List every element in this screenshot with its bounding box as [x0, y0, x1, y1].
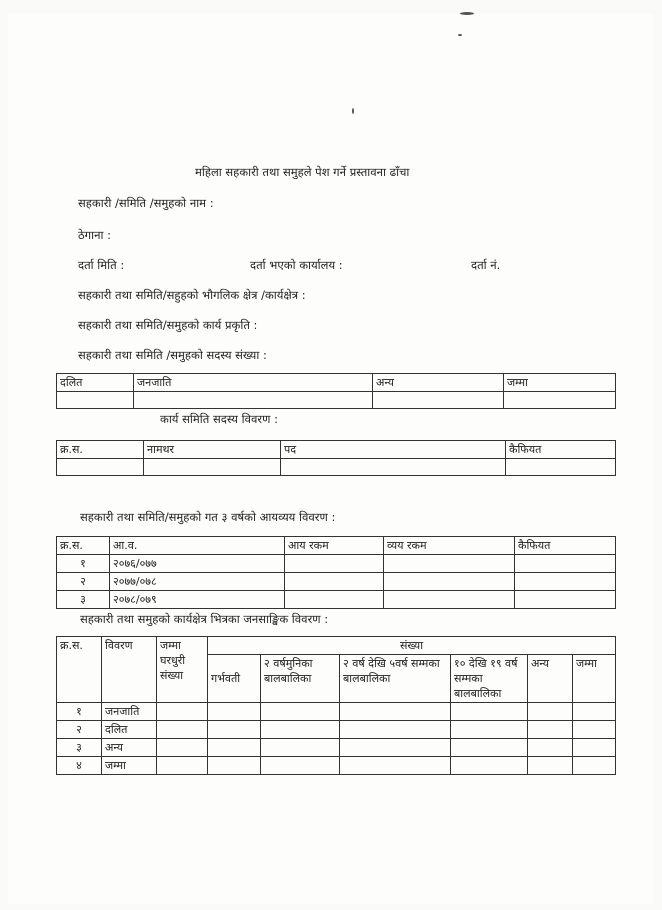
sn-cell: २ — [57, 573, 110, 591]
members-table — [56, 373, 616, 409]
scan-mark — [458, 34, 462, 36]
fy-cell: २०७६/०७७ — [110, 555, 285, 573]
fy-cell: २०७७/०७८ — [110, 573, 285, 591]
sn-cell: १ — [57, 703, 102, 721]
field-members: सहकारी तथा समिति /समुहको सदस्य संख्या : — [78, 348, 267, 362]
sn-cell: १ — [57, 555, 110, 573]
sn-cell: ३ — [57, 591, 110, 609]
field-reg-no: दर्ता नं. — [471, 258, 501, 272]
field-area: सहकारी तथा समिति/सहुहको भौगलिक क्षेत्र /कार्यक्षेत्र : — [78, 288, 306, 302]
subheader-cell: अन्य — [528, 655, 573, 703]
table-row — [57, 374, 616, 392]
subheader-cell: १० देखि १९ वर्ष सम्मका बालबालिका — [451, 655, 528, 703]
sn-cell: २ — [57, 721, 102, 739]
field-name: सहकारी /समिति /समुहको नाम : — [78, 196, 214, 210]
header-cell: क्र.स. — [57, 537, 110, 555]
table-row — [57, 573, 616, 591]
header-cell: नामथर — [144, 441, 281, 459]
field-address: ठेगाना : — [78, 228, 112, 242]
demographic-table — [56, 636, 616, 775]
desc-cell: दलित — [102, 721, 157, 739]
header-cell: दलित — [57, 374, 134, 392]
header-cell: जम्मा — [504, 374, 616, 392]
sn-cell: ३ — [57, 739, 102, 757]
header-cell: कैफियत — [515, 537, 616, 555]
fy-cell: २०७८/०७९ — [110, 591, 285, 609]
desc-cell: अन्य — [102, 739, 157, 757]
header-cell: जम्मा घरधुरी संख्या — [157, 637, 208, 703]
table-row — [57, 703, 616, 721]
table-row — [57, 441, 616, 459]
header-cell: क्र.स. — [57, 441, 144, 459]
table-row — [57, 721, 616, 739]
header-cell: जनजाति — [134, 374, 373, 392]
finance-table — [56, 536, 616, 609]
field-reg-date: दर्ता मिति : — [78, 258, 125, 272]
table-row — [57, 591, 616, 609]
header-cell: व्यय रकम — [384, 537, 515, 555]
header-cell: पद — [281, 441, 506, 459]
form-title: महिला सहकारी तथा समुहले पेश गर्ने प्रस्तावना ढाँचा — [195, 165, 410, 179]
header-cell: संख्या — [208, 637, 616, 655]
header-cell: आ.व. — [110, 537, 285, 555]
header-cell: आय रकम — [285, 537, 384, 555]
header-cell: विवरण — [102, 637, 157, 703]
table-row — [57, 757, 616, 775]
demographic-heading: सहकारी तथा समुहको कार्यक्षेत्र भित्रका जनसाङ्खिक विवरण : — [80, 612, 329, 626]
desc-cell: जनजाति — [102, 703, 157, 721]
scan-mark — [352, 108, 354, 114]
subheader-cell: २ वर्ष देखि ५वर्ष सम्मका बालबालिका — [340, 655, 451, 703]
subheader-cell: २ वर्षमुनिका बालबालिका — [261, 655, 340, 703]
table-row — [57, 459, 616, 476]
table-row — [57, 555, 616, 573]
header-cell: अन्य — [373, 374, 504, 392]
header-cell: क्र.स. — [57, 637, 102, 703]
finance-heading: सहकारी तथा समिति/समुहको गत ३ वर्षको आयव्यय विवरण : — [80, 510, 336, 524]
header-cell: कैफियत — [506, 441, 616, 459]
field-reg-office: दर्ता भएको कार्यालय : — [250, 258, 343, 272]
desc-cell: जम्मा — [102, 757, 157, 775]
committee-heading: कार्य समिति सदस्य विवरण : — [160, 412, 278, 426]
scan-mark — [460, 12, 474, 15]
subheader-cell: गर्भवती — [208, 655, 261, 703]
field-nature: सहकारी तथा समिति/समुहको कार्य प्रकृति : — [78, 318, 258, 332]
subheader-cell: जम्मा — [573, 655, 616, 703]
table-row — [57, 637, 616, 655]
table-row — [57, 392, 616, 409]
sn-cell: ४ — [57, 757, 102, 775]
committee-table — [56, 440, 616, 476]
table-row — [57, 739, 616, 757]
table-row — [57, 537, 616, 555]
